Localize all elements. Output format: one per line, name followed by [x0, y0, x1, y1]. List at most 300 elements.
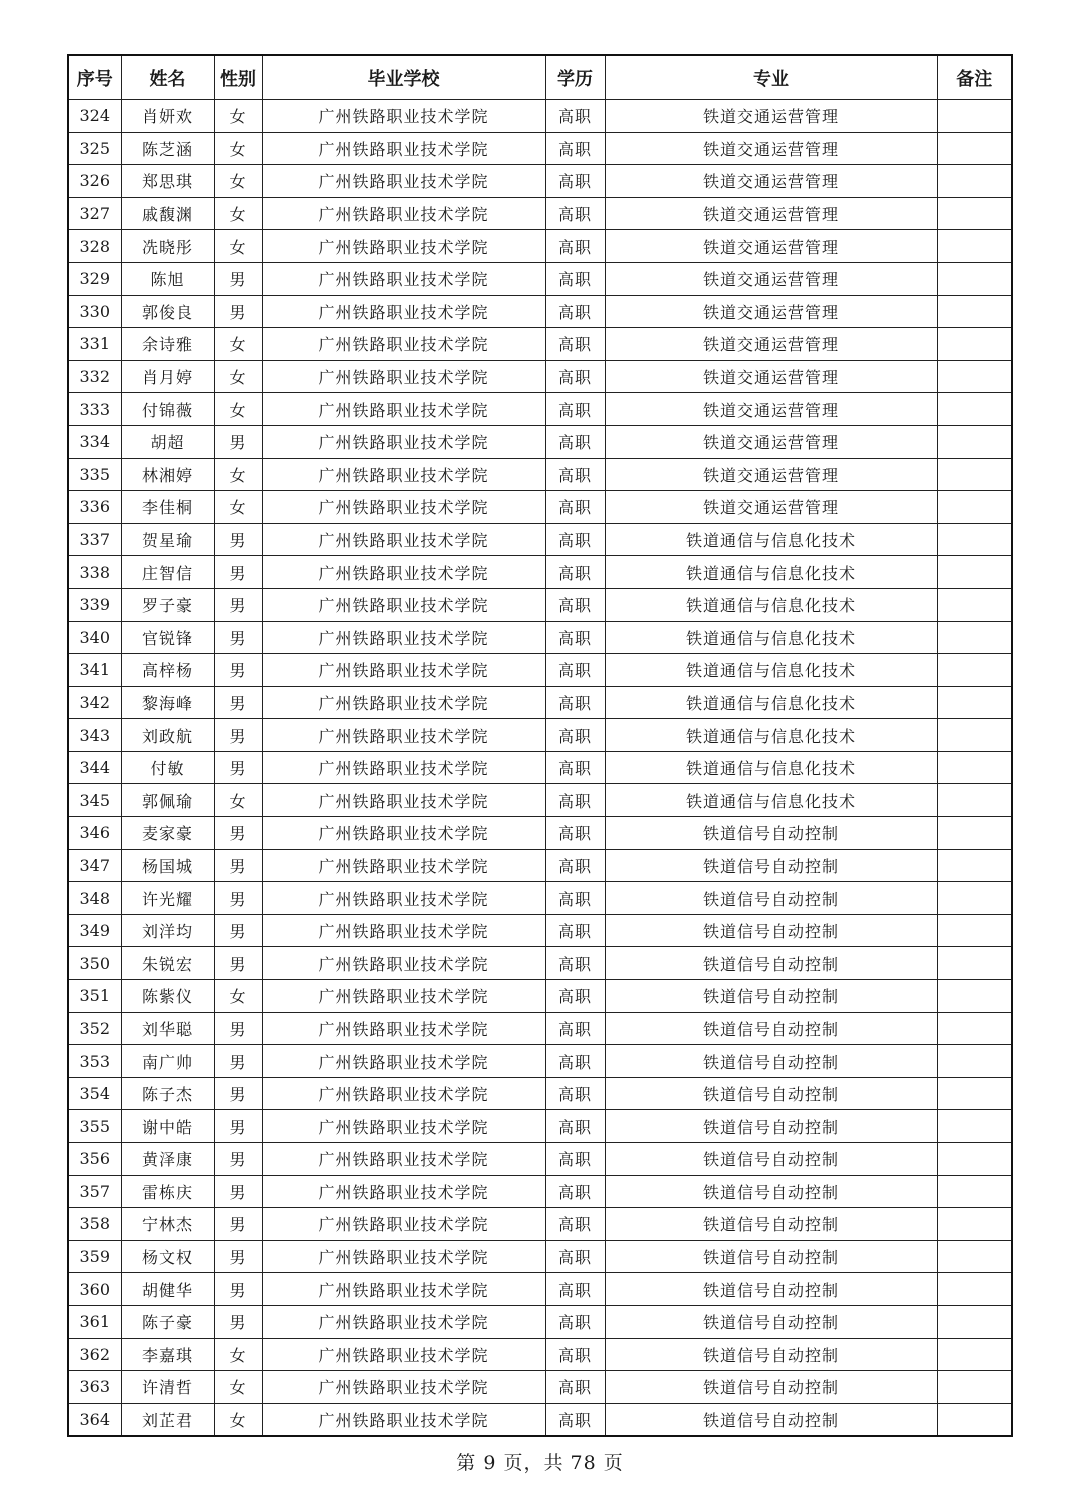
cell-major: 铁道通信与信息化技术 [605, 719, 937, 752]
cell-name: 麦家豪 [121, 817, 214, 850]
cell-gender: 男 [214, 1012, 262, 1045]
cell-seq: 332 [68, 360, 121, 393]
cell-school: 广州铁路职业技术学院 [262, 1305, 545, 1338]
cell-note [937, 914, 1012, 947]
cell-major: 铁道交通运营管理 [605, 425, 937, 458]
cell-gender: 男 [214, 1208, 262, 1241]
cell-note [937, 556, 1012, 589]
cell-note [937, 1240, 1012, 1273]
cell-name: 刘华聪 [121, 1012, 214, 1045]
cell-name: 郭俊良 [121, 295, 214, 328]
cell-gender: 男 [214, 849, 262, 882]
cell-seq: 350 [68, 947, 121, 980]
cell-major: 铁道信号自动控制 [605, 947, 937, 980]
cell-major: 铁道交通运营管理 [605, 262, 937, 295]
cell-seq: 356 [68, 1143, 121, 1176]
cell-note [937, 817, 1012, 850]
cell-major: 铁道信号自动控制 [605, 1110, 937, 1143]
cell-school: 广州铁路职业技术学院 [262, 1403, 545, 1436]
cell-education: 高职 [545, 914, 605, 947]
table-row [68, 1045, 1012, 1078]
cell-name: 郭佩瑜 [121, 784, 214, 817]
cell-major: 铁道信号自动控制 [605, 1240, 937, 1273]
cell-seq: 335 [68, 458, 121, 491]
table-row [68, 1371, 1012, 1404]
cell-seq: 362 [68, 1338, 121, 1371]
table-row [68, 1240, 1012, 1273]
cell-gender: 男 [214, 654, 262, 687]
table-row [68, 328, 1012, 361]
cell-seq: 351 [68, 980, 121, 1013]
cell-education: 高职 [545, 849, 605, 882]
cell-gender: 男 [214, 1110, 262, 1143]
table-row [68, 360, 1012, 393]
cell-name: 陈紫仪 [121, 980, 214, 1013]
cell-note [937, 100, 1012, 133]
cell-note [937, 784, 1012, 817]
cell-education: 高职 [545, 458, 605, 491]
cell-name: 余诗雅 [121, 328, 214, 361]
table-row [68, 947, 1012, 980]
cell-seq: 352 [68, 1012, 121, 1045]
table-row [68, 1208, 1012, 1241]
cell-name: 李嘉琪 [121, 1338, 214, 1371]
cell-education: 高职 [545, 197, 605, 230]
cell-note [937, 1273, 1012, 1306]
cell-school: 广州铁路职业技术学院 [262, 458, 545, 491]
cell-major: 铁道信号自动控制 [605, 817, 937, 850]
cell-gender: 女 [214, 230, 262, 263]
cell-school: 广州铁路职业技术学院 [262, 882, 545, 915]
cell-school: 广州铁路职业技术学院 [262, 1273, 545, 1306]
cell-school: 广州铁路职业技术学院 [262, 393, 545, 426]
cell-education: 高职 [545, 1077, 605, 1110]
table-row [68, 849, 1012, 882]
table-row [68, 588, 1012, 621]
cell-school: 广州铁路职业技术学院 [262, 523, 545, 556]
cell-major: 铁道通信与信息化技术 [605, 784, 937, 817]
cell-gender: 男 [214, 947, 262, 980]
cell-school: 广州铁路职业技术学院 [262, 1077, 545, 1110]
cell-seq: 344 [68, 751, 121, 784]
cell-education: 高职 [545, 1338, 605, 1371]
cell-major: 铁道通信与信息化技术 [605, 588, 937, 621]
cell-school: 广州铁路职业技术学院 [262, 654, 545, 687]
cell-note [937, 1045, 1012, 1078]
cell-education: 高职 [545, 262, 605, 295]
cell-education: 高职 [545, 393, 605, 426]
cell-school: 广州铁路职业技术学院 [262, 197, 545, 230]
cell-gender: 女 [214, 328, 262, 361]
table-row [68, 980, 1012, 1013]
cell-gender: 男 [214, 1143, 262, 1176]
cell-name: 陈旭 [121, 262, 214, 295]
cell-education: 高职 [545, 1240, 605, 1273]
cell-gender: 女 [214, 393, 262, 426]
cell-education: 高职 [545, 1208, 605, 1241]
cell-name: 胡健华 [121, 1273, 214, 1306]
cell-school: 广州铁路职业技术学院 [262, 556, 545, 589]
cell-gender: 女 [214, 197, 262, 230]
cell-education: 高职 [545, 882, 605, 915]
cell-gender: 男 [214, 817, 262, 850]
cell-education: 高职 [545, 588, 605, 621]
cell-name: 肖妍欢 [121, 100, 214, 133]
cell-major: 铁道交通运营管理 [605, 393, 937, 426]
cell-name: 谢中皓 [121, 1110, 214, 1143]
cell-education: 高职 [545, 1403, 605, 1436]
cell-name: 陈芝涵 [121, 132, 214, 165]
cell-note [937, 719, 1012, 752]
cell-school: 广州铁路职业技术学院 [262, 1240, 545, 1273]
table-row [68, 295, 1012, 328]
cell-name: 冼晓彤 [121, 230, 214, 263]
cell-name: 刘政航 [121, 719, 214, 752]
cell-seq: 334 [68, 425, 121, 458]
cell-seq: 341 [68, 654, 121, 687]
cell-seq: 326 [68, 165, 121, 198]
cell-education: 高职 [545, 751, 605, 784]
cell-major: 铁道交通运营管理 [605, 197, 937, 230]
cell-school: 广州铁路职业技术学院 [262, 295, 545, 328]
table-row [68, 621, 1012, 654]
cell-education: 高职 [545, 784, 605, 817]
cell-gender: 男 [214, 621, 262, 654]
cell-major: 铁道通信与信息化技术 [605, 751, 937, 784]
table-row [68, 719, 1012, 752]
cell-major: 铁道信号自动控制 [605, 882, 937, 915]
cell-seq: 333 [68, 393, 121, 426]
cell-major: 铁道通信与信息化技术 [605, 654, 937, 687]
cell-education: 高职 [545, 947, 605, 980]
table-row [68, 1273, 1012, 1306]
cell-name: 杨国城 [121, 849, 214, 882]
cell-seq: 325 [68, 132, 121, 165]
cell-education: 高职 [545, 817, 605, 850]
table-row [68, 751, 1012, 784]
cell-major: 铁道信号自动控制 [605, 1045, 937, 1078]
cell-note [937, 523, 1012, 556]
cell-education: 高职 [545, 132, 605, 165]
cell-education: 高职 [545, 295, 605, 328]
cell-major: 铁道通信与信息化技术 [605, 523, 937, 556]
header-school: 毕业学校 [262, 55, 545, 100]
cell-school: 广州铁路职业技术学院 [262, 719, 545, 752]
cell-education: 高职 [545, 230, 605, 263]
cell-school: 广州铁路职业技术学院 [262, 328, 545, 361]
table-row [68, 132, 1012, 165]
cell-seq: 337 [68, 523, 121, 556]
table-row [68, 1077, 1012, 1110]
cell-note [937, 360, 1012, 393]
cell-school: 广州铁路职业技术学院 [262, 165, 545, 198]
cell-name: 胡超 [121, 425, 214, 458]
cell-education: 高职 [545, 523, 605, 556]
cell-seq: 339 [68, 588, 121, 621]
cell-note [937, 1208, 1012, 1241]
cell-note [937, 458, 1012, 491]
cell-school: 广州铁路职业技术学院 [262, 751, 545, 784]
cell-gender: 男 [214, 914, 262, 947]
cell-note [937, 262, 1012, 295]
cell-note [937, 947, 1012, 980]
cell-major: 铁道通信与信息化技术 [605, 556, 937, 589]
cell-major: 铁道信号自动控制 [605, 1143, 937, 1176]
cell-major: 铁道信号自动控制 [605, 914, 937, 947]
cell-school: 广州铁路职业技术学院 [262, 1208, 545, 1241]
table-row [68, 100, 1012, 133]
cell-gender: 女 [214, 1403, 262, 1436]
cell-major: 铁道交通运营管理 [605, 100, 937, 133]
cell-major: 铁道信号自动控制 [605, 1403, 937, 1436]
table-row [68, 817, 1012, 850]
cell-note [937, 1012, 1012, 1045]
cell-gender: 男 [214, 1240, 262, 1273]
cell-seq: 359 [68, 1240, 121, 1273]
cell-seq: 330 [68, 295, 121, 328]
table-row [68, 1175, 1012, 1208]
cell-name: 陈子豪 [121, 1305, 214, 1338]
cell-major: 铁道信号自动控制 [605, 980, 937, 1013]
table-row [68, 784, 1012, 817]
cell-gender: 女 [214, 100, 262, 133]
table-row [68, 1143, 1012, 1176]
cell-name: 付敏 [121, 751, 214, 784]
cell-school: 广州铁路职业技术学院 [262, 100, 545, 133]
cell-gender: 女 [214, 458, 262, 491]
cell-seq: 354 [68, 1077, 121, 1110]
cell-note [937, 588, 1012, 621]
cell-education: 高职 [545, 1273, 605, 1306]
cell-school: 广州铁路职业技术学院 [262, 132, 545, 165]
cell-note [937, 393, 1012, 426]
cell-education: 高职 [545, 556, 605, 589]
cell-education: 高职 [545, 1110, 605, 1143]
cell-education: 高职 [545, 1045, 605, 1078]
cell-major: 铁道信号自动控制 [605, 1175, 937, 1208]
cell-seq: 364 [68, 1403, 121, 1436]
cell-school: 广州铁路职业技术学院 [262, 1338, 545, 1371]
cell-note [937, 328, 1012, 361]
cell-major: 铁道交通运营管理 [605, 458, 937, 491]
cell-name: 南广帅 [121, 1045, 214, 1078]
cell-major: 铁道信号自动控制 [605, 849, 937, 882]
cell-education: 高职 [545, 1143, 605, 1176]
cell-seq: 355 [68, 1110, 121, 1143]
cell-education: 高职 [545, 491, 605, 524]
cell-school: 广州铁路职业技术学院 [262, 784, 545, 817]
cell-name: 陈子杰 [121, 1077, 214, 1110]
cell-school: 广州铁路职业技术学院 [262, 1045, 545, 1078]
cell-gender: 女 [214, 1338, 262, 1371]
cell-school: 广州铁路职业技术学院 [262, 1175, 545, 1208]
cell-note [937, 197, 1012, 230]
cell-gender: 男 [214, 556, 262, 589]
table-header-row [68, 55, 1012, 100]
cell-name: 许光耀 [121, 882, 214, 915]
cell-name: 林湘婷 [121, 458, 214, 491]
cell-name: 刘洋均 [121, 914, 214, 947]
cell-seq: 343 [68, 719, 121, 752]
cell-gender: 男 [214, 523, 262, 556]
cell-note [937, 1338, 1012, 1371]
cell-note [937, 1403, 1012, 1436]
cell-school: 广州铁路职业技术学院 [262, 1110, 545, 1143]
cell-education: 高职 [545, 1371, 605, 1404]
cell-education: 高职 [545, 654, 605, 687]
cell-major: 铁道交通运营管理 [605, 328, 937, 361]
table-row [68, 425, 1012, 458]
cell-seq: 342 [68, 686, 121, 719]
table-row [68, 654, 1012, 687]
cell-education: 高职 [545, 165, 605, 198]
cell-major: 铁道信号自动控制 [605, 1338, 937, 1371]
table-body [68, 100, 1012, 1437]
cell-gender: 女 [214, 784, 262, 817]
cell-name: 官锐锋 [121, 621, 214, 654]
cell-gender: 男 [214, 425, 262, 458]
cell-note [937, 751, 1012, 784]
header-major: 专业 [605, 55, 937, 100]
cell-school: 广州铁路职业技术学院 [262, 914, 545, 947]
cell-school: 广州铁路职业技术学院 [262, 1371, 545, 1404]
cell-seq: 357 [68, 1175, 121, 1208]
cell-seq: 345 [68, 784, 121, 817]
table-row [68, 1338, 1012, 1371]
cell-note [937, 1110, 1012, 1143]
table-row [68, 393, 1012, 426]
header-seq: 序号 [68, 55, 121, 100]
cell-seq: 346 [68, 817, 121, 850]
table-row [68, 165, 1012, 198]
table-row [68, 914, 1012, 947]
header-gender: 性别 [214, 55, 262, 100]
cell-major: 铁道交通运营管理 [605, 165, 937, 198]
cell-name: 杨文权 [121, 1240, 214, 1273]
cell-major: 铁道信号自动控制 [605, 1012, 937, 1045]
cell-note [937, 686, 1012, 719]
cell-name: 戚馥渊 [121, 197, 214, 230]
table-row [68, 556, 1012, 589]
cell-name: 付锦薇 [121, 393, 214, 426]
cell-major: 铁道交通运营管理 [605, 360, 937, 393]
page-footer: 第 9 页，共 78 页 [456, 1452, 624, 1474]
cell-note [937, 1077, 1012, 1110]
cell-name: 庄智信 [121, 556, 214, 589]
cell-name: 贺星瑜 [121, 523, 214, 556]
cell-school: 广州铁路职业技术学院 [262, 849, 545, 882]
cell-major: 铁道信号自动控制 [605, 1371, 937, 1404]
cell-education: 高职 [545, 1305, 605, 1338]
table-row [68, 1403, 1012, 1436]
cell-note [937, 132, 1012, 165]
table-row [68, 882, 1012, 915]
cell-name: 黎海峰 [121, 686, 214, 719]
cell-school: 广州铁路职业技术学院 [262, 947, 545, 980]
cell-gender: 男 [214, 588, 262, 621]
cell-education: 高职 [545, 425, 605, 458]
cell-seq: 349 [68, 914, 121, 947]
cell-name: 雷栋庆 [121, 1175, 214, 1208]
cell-education: 高职 [545, 1175, 605, 1208]
cell-name: 高梓杨 [121, 654, 214, 687]
cell-gender: 男 [214, 1305, 262, 1338]
cell-note [937, 230, 1012, 263]
cell-education: 高职 [545, 686, 605, 719]
cell-gender: 女 [214, 491, 262, 524]
cell-major: 铁道交通运营管理 [605, 295, 937, 328]
table-row [68, 1305, 1012, 1338]
cell-gender: 男 [214, 262, 262, 295]
cell-gender: 女 [214, 132, 262, 165]
table-row [68, 262, 1012, 295]
cell-name: 郑思琪 [121, 165, 214, 198]
cell-note [937, 1305, 1012, 1338]
cell-school: 广州铁路职业技术学院 [262, 491, 545, 524]
cell-name: 刘芷君 [121, 1403, 214, 1436]
cell-education: 高职 [545, 719, 605, 752]
cell-seq: 324 [68, 100, 121, 133]
cell-note [937, 165, 1012, 198]
cell-education: 高职 [545, 360, 605, 393]
cell-seq: 363 [68, 1371, 121, 1404]
cell-major: 铁道信号自动控制 [605, 1077, 937, 1110]
cell-school: 广州铁路职业技术学院 [262, 980, 545, 1013]
table-row [68, 491, 1012, 524]
cell-note [937, 1371, 1012, 1404]
cell-note [937, 295, 1012, 328]
table-row [68, 1012, 1012, 1045]
student-list-table [67, 54, 1013, 1437]
cell-seq: 348 [68, 882, 121, 915]
cell-note [937, 654, 1012, 687]
cell-school: 广州铁路职业技术学院 [262, 686, 545, 719]
cell-note [937, 980, 1012, 1013]
cell-gender: 男 [214, 1045, 262, 1078]
header-note: 备注 [937, 55, 1012, 100]
cell-school: 广州铁路职业技术学院 [262, 1012, 545, 1045]
header-education: 学历 [545, 55, 605, 100]
cell-gender: 女 [214, 980, 262, 1013]
cell-name: 黄泽康 [121, 1143, 214, 1176]
cell-major: 铁道信号自动控制 [605, 1208, 937, 1241]
cell-note [937, 1143, 1012, 1176]
table-row [68, 197, 1012, 230]
cell-major: 铁道信号自动控制 [605, 1305, 937, 1338]
cell-seq: 340 [68, 621, 121, 654]
cell-seq: 353 [68, 1045, 121, 1078]
cell-major: 铁道信号自动控制 [605, 1273, 937, 1306]
cell-name: 罗子豪 [121, 588, 214, 621]
cell-gender: 男 [214, 686, 262, 719]
cell-education: 高职 [545, 328, 605, 361]
cell-seq: 338 [68, 556, 121, 589]
table-row [68, 523, 1012, 556]
cell-name: 朱锐宏 [121, 947, 214, 980]
cell-major: 铁道通信与信息化技术 [605, 686, 937, 719]
cell-name: 宁林杰 [121, 1208, 214, 1241]
cell-seq: 347 [68, 849, 121, 882]
cell-education: 高职 [545, 100, 605, 133]
cell-education: 高职 [545, 621, 605, 654]
cell-note [937, 1175, 1012, 1208]
cell-education: 高职 [545, 980, 605, 1013]
cell-school: 广州铁路职业技术学院 [262, 817, 545, 850]
cell-school: 广州铁路职业技术学院 [262, 1143, 545, 1176]
cell-seq: 361 [68, 1305, 121, 1338]
cell-seq: 331 [68, 328, 121, 361]
cell-name: 肖月婷 [121, 360, 214, 393]
